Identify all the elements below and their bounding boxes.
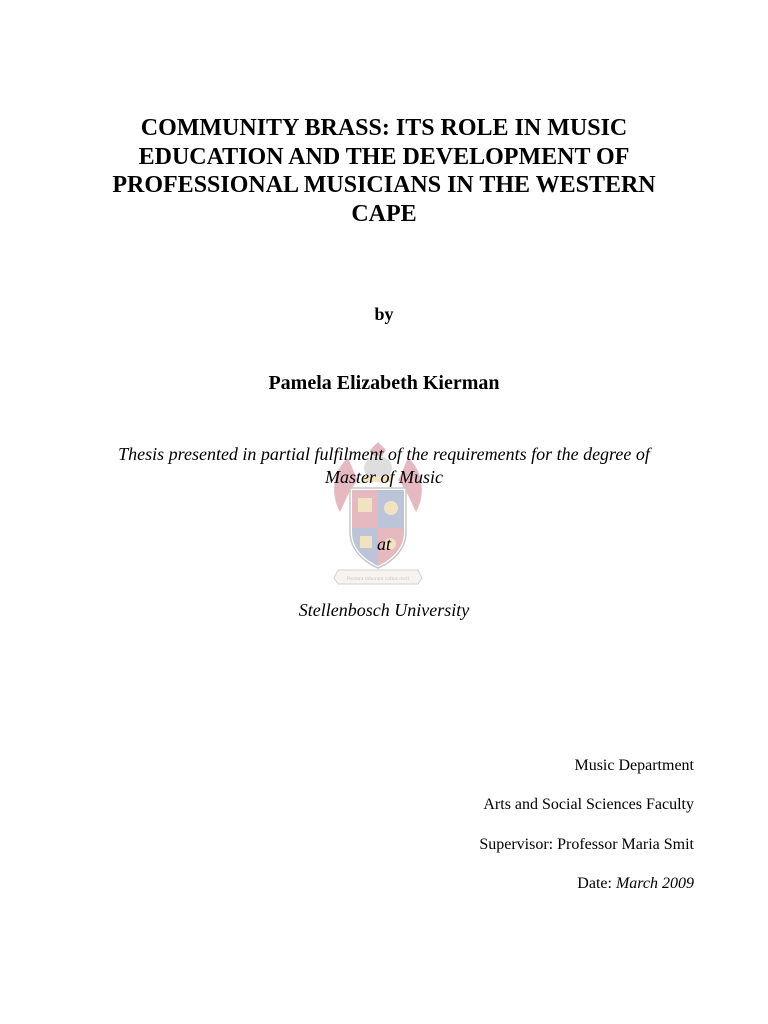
crest-motto: Pectora roborant cultus recti [346, 576, 410, 582]
title-line: PROFESSIONAL MUSICIANS IN THE WESTERN [112, 172, 656, 198]
thesis-line: Master of Music [325, 467, 443, 487]
thesis-statement [40, 443, 728, 489]
title-line: COMMUNITY BRASS: ITS ROLE IN MUSIC [140, 115, 628, 141]
at-label: at [376, 534, 391, 554]
author-name: Pamela Elizabeth Kierman [268, 372, 500, 394]
title-line: EDUCATION AND THE DEVELOPMENT OF [138, 143, 630, 170]
by-label: by [374, 304, 394, 324]
date-label: Date: [577, 875, 616, 892]
supervisor: Supervisor: Professor Maria Smit [479, 836, 694, 853]
date-value: March 2009 [615, 875, 694, 892]
university-name: Stellenbosch University [298, 600, 470, 620]
thesis-title [60, 114, 708, 228]
date-line [577, 875, 694, 893]
faculty: Arts and Social Sciences Faculty [483, 796, 694, 813]
title-line: CAPE [351, 200, 417, 227]
department: Music Department [574, 757, 694, 774]
thesis-line: Thesis presented in partial fulfilment of the requirements for the degree of [118, 444, 650, 464]
